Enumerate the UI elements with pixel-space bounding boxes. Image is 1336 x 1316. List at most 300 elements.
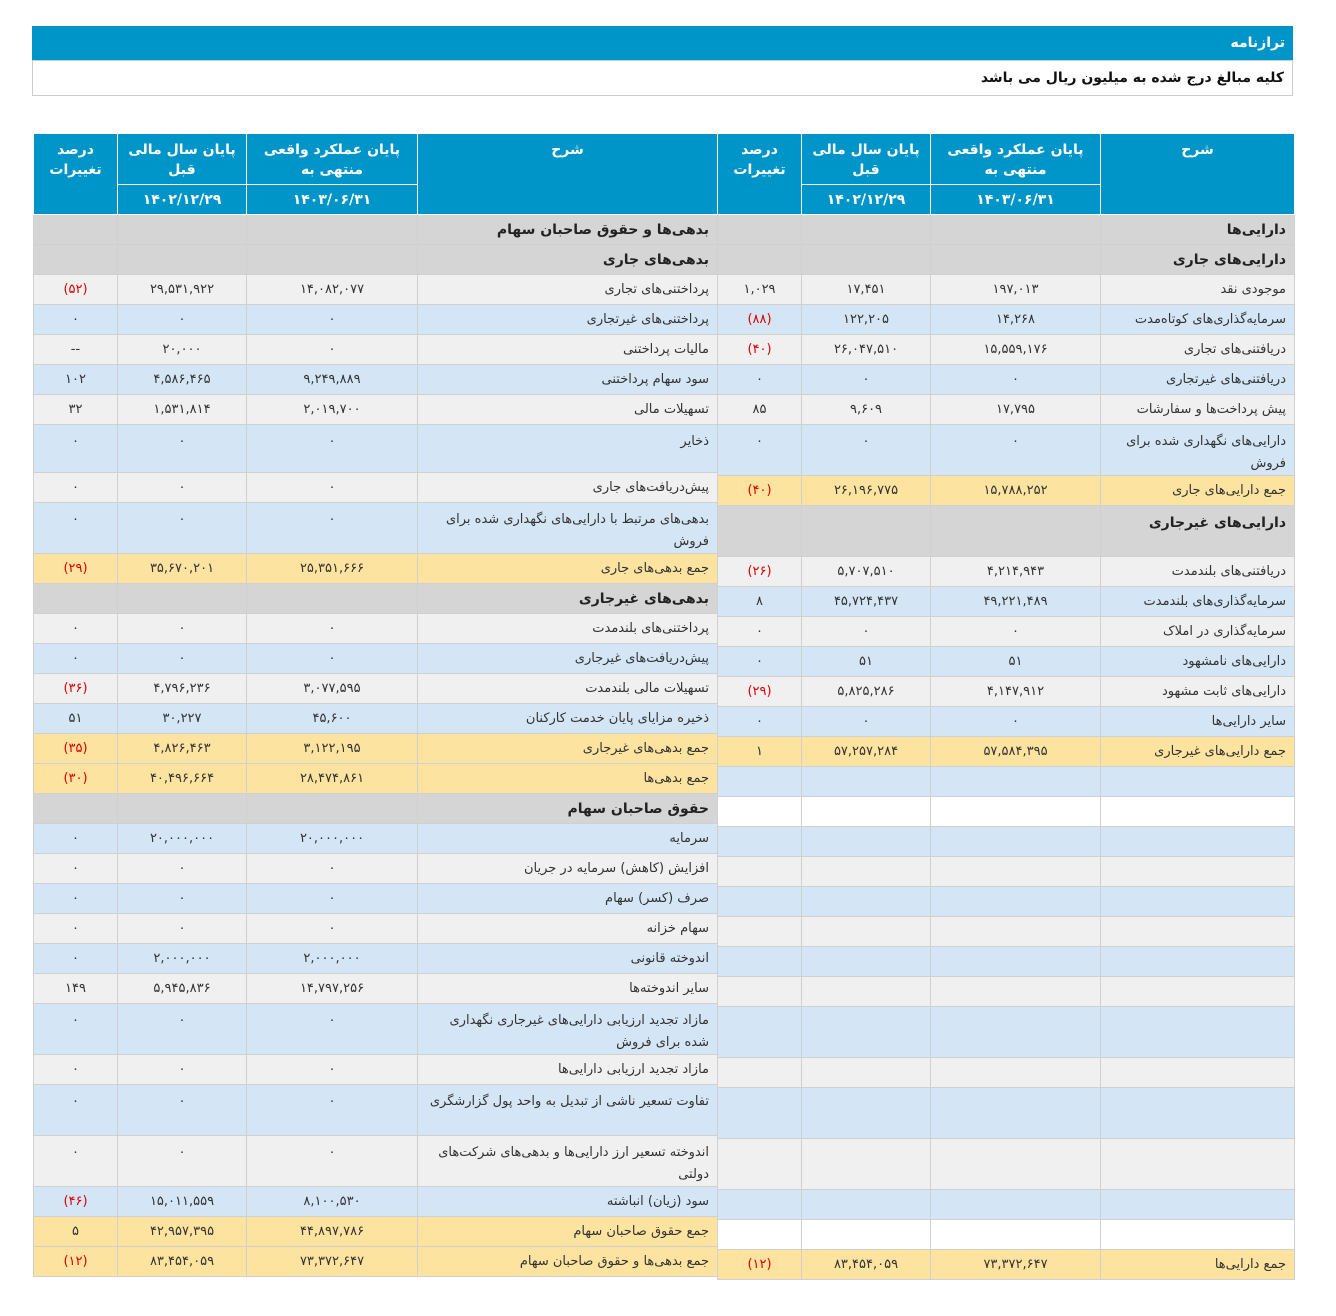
table-row (718, 767, 1295, 797)
actual-value (931, 917, 1101, 947)
actual-value: ۰ (247, 1004, 418, 1055)
actual-value (247, 794, 418, 824)
row-label: ذخایر (418, 425, 718, 473)
table-row (34, 305, 718, 335)
row-label (1101, 947, 1295, 977)
col-prior: پایان سال مالی قبل (802, 134, 931, 185)
actual-value: ۱۴,۰۸۲,۰۷۷ (247, 275, 418, 305)
table-row (718, 215, 1295, 245)
pct-change: ۰ (34, 1085, 118, 1136)
actual-value (931, 1088, 1101, 1139)
pct-change (718, 1220, 802, 1250)
row-label: پیش‌دریافت‌های غیرجاری (418, 644, 718, 674)
prior-value: ۳۰,۲۲۷ (118, 704, 247, 734)
row-label: دارایی‌های جاری (1101, 245, 1295, 275)
table-row (34, 395, 718, 425)
table-row (718, 395, 1295, 425)
table-row (718, 1220, 1295, 1250)
table-row (34, 1136, 718, 1187)
actual-value: ۰ (931, 617, 1101, 647)
pct-change: (۴۰) (718, 476, 802, 506)
pct-change (718, 1088, 802, 1139)
prior-value (118, 215, 247, 245)
table-row (34, 974, 718, 1004)
actual-value (931, 857, 1101, 887)
pct-change: ۸ (718, 587, 802, 617)
table-row (34, 365, 718, 395)
table-row (718, 1007, 1295, 1058)
row-label: دارایی‌ها (1101, 215, 1295, 245)
actual-value (247, 245, 418, 275)
pct-change: (۲۹) (718, 677, 802, 707)
prior-value: ۰ (118, 614, 247, 644)
table-row (34, 764, 718, 794)
prior-value: ۹,۶۰۹ (802, 395, 931, 425)
pct-change (718, 245, 802, 275)
prior-value (802, 827, 931, 857)
pct-change: (۲۹) (34, 554, 118, 584)
pct-change: ۱۰۲ (34, 365, 118, 395)
row-label: سرمایه‌گذاری‌های کوتاه‌مدت (1101, 305, 1295, 335)
prior-value: ۴,۸۲۶,۴۶۳ (118, 734, 247, 764)
row-label: موجودی نقد (1101, 275, 1295, 305)
pct-change (34, 584, 118, 614)
prior-value: ۱۲۲,۲۰۵ (802, 305, 931, 335)
prior-value (802, 1220, 931, 1250)
actual-value: ۲۰,۰۰۰,۰۰۰ (247, 824, 418, 854)
row-label: دارایی‌های نامشهود (1101, 647, 1295, 677)
row-label: دارایی‌های غیرجاری (1101, 506, 1295, 557)
actual-value (931, 245, 1101, 275)
table-row (34, 1085, 718, 1136)
row-label: جمع دارایی‌های غیرجاری (1101, 737, 1295, 767)
actual-value: ۰ (931, 707, 1101, 737)
actual-value (931, 947, 1101, 977)
actual-value (931, 827, 1101, 857)
table-row (34, 704, 718, 734)
row-label: جمع حقوق صاحبان سهام (418, 1217, 718, 1247)
row-label (1101, 1220, 1295, 1250)
prior-value: ۰ (118, 1055, 247, 1085)
row-label: پرداختنی‌های غیرتجاری (418, 305, 718, 335)
actual-value (931, 1007, 1101, 1058)
row-label: تسهیلات مالی بلندمدت (418, 674, 718, 704)
actual-value: ۳,۰۷۷,۵۹۵ (247, 674, 418, 704)
prior-value: ۰ (118, 305, 247, 335)
table-row (718, 617, 1295, 647)
actual-value (247, 215, 418, 245)
actual-value: ۳,۱۲۲,۱۹۵ (247, 734, 418, 764)
actual-value: ۰ (247, 854, 418, 884)
prior-value (802, 767, 931, 797)
pct-change: ۳۲ (34, 395, 118, 425)
table-row (34, 1004, 718, 1055)
table-row (34, 734, 718, 764)
page-title: ترازنامه (32, 26, 1293, 60)
pct-change: ۰ (34, 1055, 118, 1085)
pct-change: ۰ (34, 944, 118, 974)
table-row (34, 473, 718, 503)
row-label: اندوخته تسعیر ارز دارایی‌ها و بدهی‌های شرکت‌های دولتی (418, 1136, 718, 1187)
prior-value (802, 947, 931, 977)
pct-change: ۰ (34, 644, 118, 674)
row-label: سایر اندوخته‌ها (418, 974, 718, 1004)
prior-value: ۰ (802, 425, 931, 476)
pct-change: (۵۲) (34, 275, 118, 305)
row-label: جمع بدهی‌ها و حقوق صاحبان سهام (418, 1247, 718, 1277)
prior-value: ۰ (118, 1085, 247, 1136)
pct-change: ۰ (34, 473, 118, 503)
actual-value: ۰ (247, 335, 418, 365)
actual-value: ۰ (247, 503, 418, 554)
pct-change: (۲۶) (718, 557, 802, 587)
table-row (718, 365, 1295, 395)
pct-change: (۱۲) (718, 1250, 802, 1280)
pct-change: ۰ (718, 617, 802, 647)
pct-change (718, 767, 802, 797)
pct-change (718, 977, 802, 1007)
table-row (718, 305, 1295, 335)
table-row (34, 1055, 718, 1085)
actual-value (931, 767, 1101, 797)
row-label: تفاوت تسعیر ناشی از تبدیل به واحد پول گزارشگری (418, 1085, 718, 1136)
col-prior: پایان سال مالی قبل (118, 134, 247, 185)
row-label (1101, 887, 1295, 917)
actual-value: ۰ (931, 425, 1101, 476)
row-label: جمع بدهی‌ها (418, 764, 718, 794)
prior-value (118, 794, 247, 824)
table-row (34, 1247, 718, 1277)
prior-value: ۵,۸۲۵,۲۸۶ (802, 677, 931, 707)
pct-change: ۱ (718, 737, 802, 767)
pct-change: ۰ (34, 614, 118, 644)
pct-change: ۵ (34, 1217, 118, 1247)
table-row (34, 824, 718, 854)
col-actual-date: ۱۴۰۳/۰۶/۳۱ (247, 185, 418, 215)
prior-value: ۰ (118, 473, 247, 503)
prior-value (802, 917, 931, 947)
prior-value: ۵,۹۴۵,۸۳۶ (118, 974, 247, 1004)
pct-change (718, 827, 802, 857)
row-label (1101, 1088, 1295, 1139)
col-desc: شرح (418, 134, 718, 215)
row-label (1101, 917, 1295, 947)
row-label (1101, 1058, 1295, 1088)
prior-value: ۰ (118, 425, 247, 473)
pct-change: (۳۰) (34, 764, 118, 794)
pct-change: ۰ (34, 1136, 118, 1187)
actual-value: ۲۸,۴۷۴,۸۶۱ (247, 764, 418, 794)
row-label: جمع دارایی‌های جاری (1101, 476, 1295, 506)
row-label: افزایش (کاهش) سرمایه در جریان (418, 854, 718, 884)
row-label (1101, 1007, 1295, 1058)
actual-value: ۰ (247, 644, 418, 674)
actual-value: ۴۵,۶۰۰ (247, 704, 418, 734)
pct-change: ۰ (718, 647, 802, 677)
pct-change: ۰ (34, 1004, 118, 1055)
row-label (1101, 977, 1295, 1007)
actual-value (931, 977, 1101, 1007)
actual-value: ۵۷,۵۸۴,۳۹۵ (931, 737, 1101, 767)
col-actual-date: ۱۴۰۳/۰۶/۳۱ (931, 185, 1101, 215)
prior-value: ۵۱ (802, 647, 931, 677)
pct-change (718, 1190, 802, 1220)
prior-value: ۴,۷۹۶,۲۳۶ (118, 674, 247, 704)
actual-value: ۱۴,۲۶۸ (931, 305, 1101, 335)
prior-value (802, 1007, 931, 1058)
table-row (718, 707, 1295, 737)
row-label: مازاد تجدید ارزیابی دارایی‌های غیرجاری نگهداری شده برای فروش (418, 1004, 718, 1055)
prior-value: ۰ (118, 1004, 247, 1055)
row-label: تسهیلات مالی (418, 395, 718, 425)
prior-value: ۲۶,۱۹۶,۷۷۵ (802, 476, 931, 506)
row-label: حقوق صاحبان سهام (418, 794, 718, 824)
table-row (34, 425, 718, 473)
col-prior-date: ۱۴۰۲/۱۲/۲۹ (802, 185, 931, 215)
prior-value (802, 797, 931, 827)
prior-value: ۰ (118, 644, 247, 674)
table-row (34, 884, 718, 914)
row-label: دارایی‌های نگهداری شده برای فروش (1101, 425, 1295, 476)
table-row (718, 797, 1295, 827)
prior-value: ۲۹,۵۳۱,۹۲۲ (118, 275, 247, 305)
prior-value: ۱۵,۰۱۱,۵۵۹ (118, 1187, 247, 1217)
row-label: پیش پرداخت‌ها و سفارشات (1101, 395, 1295, 425)
row-label: پرداختنی‌های تجاری (418, 275, 718, 305)
actual-value: ۴۴,۸۹۷,۷۸۶ (247, 1217, 418, 1247)
actual-value: ۱۷,۷۹۵ (931, 395, 1101, 425)
pct-change: (۱۲) (34, 1247, 118, 1277)
table-row (718, 827, 1295, 857)
pct-change: ۸۵ (718, 395, 802, 425)
actual-value (931, 1220, 1101, 1250)
pct-change: (۳۵) (34, 734, 118, 764)
actual-value: ۷۳,۳۷۲,۶۴۷ (931, 1250, 1101, 1280)
actual-value: ۲,۰۱۹,۷۰۰ (247, 395, 418, 425)
col-actual: پایان عملکرد واقعی منتهی به (931, 134, 1101, 185)
pct-change: ۰ (34, 503, 118, 554)
prior-value: ۰ (118, 1136, 247, 1187)
actual-value: ۴۹,۲۲۱,۴۸۹ (931, 587, 1101, 617)
table-row (34, 215, 718, 245)
prior-value: ۴۲,۹۵۷,۳۹۵ (118, 1217, 247, 1247)
prior-value (802, 1190, 931, 1220)
prior-value (118, 584, 247, 614)
col-actual: پایان عملکرد واقعی منتهی به (247, 134, 418, 185)
pct-change: ۱۴۹ (34, 974, 118, 1004)
prior-value: ۲۰,۰۰۰,۰۰۰ (118, 824, 247, 854)
actual-value (931, 1190, 1101, 1220)
row-label: بدهی‌ها و حقوق صاحبان سهام (418, 215, 718, 245)
prior-value: ۰ (118, 503, 247, 554)
prior-value (802, 857, 931, 887)
prior-value: ۲۰,۰۰۰ (118, 335, 247, 365)
table-row (718, 887, 1295, 917)
table-row (718, 1190, 1295, 1220)
actual-value (247, 584, 418, 614)
prior-value (802, 506, 931, 557)
actual-value: ۱۴,۷۹۷,۲۵۶ (247, 974, 418, 1004)
actual-value: ۸,۱۰۰,۵۳۰ (247, 1187, 418, 1217)
table-row (718, 335, 1295, 365)
actual-value: ۷۳,۳۷۲,۶۴۷ (247, 1247, 418, 1277)
table-row (34, 794, 718, 824)
row-label: دریافتنی‌های غیرتجاری (1101, 365, 1295, 395)
table-row (34, 1217, 718, 1247)
actual-value: ۰ (931, 365, 1101, 395)
table-row (718, 275, 1295, 305)
table-row (718, 947, 1295, 977)
actual-value: ۴,۲۱۴,۹۴۳ (931, 557, 1101, 587)
pct-change (718, 1058, 802, 1088)
row-label: پرداختنی‌های بلندمدت (418, 614, 718, 644)
row-label: ذخیره مزایای پایان خدمت کارکنان (418, 704, 718, 734)
actual-value (931, 1139, 1101, 1190)
table-row (34, 914, 718, 944)
prior-value: ۵۷,۲۵۷,۲۸۴ (802, 737, 931, 767)
table-row (34, 554, 718, 584)
table-row (718, 1139, 1295, 1190)
actual-value: ۰ (247, 1055, 418, 1085)
table-row (718, 737, 1295, 767)
table-row (718, 1250, 1295, 1280)
prior-value: ۲,۰۰۰,۰۰۰ (118, 944, 247, 974)
row-label: اندوخته قانونی (418, 944, 718, 974)
pct-change (718, 506, 802, 557)
row-label: سود (زیان) انباشته (418, 1187, 718, 1217)
table-row (718, 476, 1295, 506)
pct-change (718, 947, 802, 977)
actual-value: ۰ (247, 914, 418, 944)
table-row (34, 614, 718, 644)
prior-value (802, 1088, 931, 1139)
pct-change: ۰ (34, 824, 118, 854)
table-row (34, 644, 718, 674)
prior-value (802, 1139, 931, 1190)
prior-value (802, 1058, 931, 1088)
actual-value: ۱۹۷,۰۱۳ (931, 275, 1101, 305)
pct-change (718, 887, 802, 917)
prior-value: ۰ (118, 884, 247, 914)
row-label: صرف (کسر) سهام (418, 884, 718, 914)
actual-value: ۲۵,۳۵۱,۶۶۶ (247, 554, 418, 584)
prior-value: ۱۷,۴۵۱ (802, 275, 931, 305)
actual-value (931, 887, 1101, 917)
prior-value: ۲۶,۰۴۷,۵۱۰ (802, 335, 931, 365)
table-row (718, 506, 1295, 557)
row-label: سهام خزانه (418, 914, 718, 944)
row-label: بدهی‌های جاری (418, 245, 718, 275)
table-row (34, 503, 718, 554)
pct-change: ۰ (34, 914, 118, 944)
pct-change (718, 797, 802, 827)
row-label (1101, 797, 1295, 827)
table-row (718, 1088, 1295, 1139)
pct-change (718, 857, 802, 887)
prior-value (802, 887, 931, 917)
row-label (1101, 767, 1295, 797)
actual-value (931, 1058, 1101, 1088)
row-label: سایر دارایی‌ها (1101, 707, 1295, 737)
row-label: سرمایه‌گذاری‌های بلندمدت (1101, 587, 1295, 617)
row-label: سرمایه‌گذاری در املاک (1101, 617, 1295, 647)
row-label (1101, 1190, 1295, 1220)
pct-change (718, 917, 802, 947)
row-label: سرمایه (418, 824, 718, 854)
assets-table (717, 133, 1295, 1280)
prior-value: ۰ (118, 914, 247, 944)
actual-value: ۹,۲۴۹,۸۸۹ (247, 365, 418, 395)
row-label: بدهی‌های مرتبط با دارایی‌های نگهداری شده برای فروش (418, 503, 718, 554)
table-row (718, 857, 1295, 887)
actual-value: ۰ (247, 473, 418, 503)
table-row (34, 245, 718, 275)
table-row (34, 1187, 718, 1217)
pct-change (34, 794, 118, 824)
row-label: مالیات پرداختنی (418, 335, 718, 365)
table-row (718, 587, 1295, 617)
row-label: مازاد تجدید ارزیابی دارایی‌ها (418, 1055, 718, 1085)
actual-value (931, 215, 1101, 245)
pct-change: ۰ (718, 365, 802, 395)
pct-change: ۰ (34, 884, 118, 914)
table-row (718, 425, 1295, 476)
prior-value: ۰ (802, 365, 931, 395)
pct-change: ۰ (34, 854, 118, 884)
pct-change: (۳۶) (34, 674, 118, 704)
table-row (718, 557, 1295, 587)
actual-value (931, 797, 1101, 827)
units-note: کلیه مبالغ درج شده به میلیون ریال می باشد (32, 60, 1293, 96)
row-label (1101, 857, 1295, 887)
row-label: سود سهام پرداختنی (418, 365, 718, 395)
pct-change (34, 245, 118, 275)
prior-value: ۵,۷۰۷,۵۱۰ (802, 557, 931, 587)
row-label (1101, 1139, 1295, 1190)
row-label: پیش‌دریافت‌های جاری (418, 473, 718, 503)
table-row (34, 944, 718, 974)
prior-value: ۴,۵۸۶,۴۶۵ (118, 365, 247, 395)
row-label: دریافتنی‌های تجاری (1101, 335, 1295, 365)
prior-value (118, 245, 247, 275)
row-label: دریافتنی‌های بلندمدت (1101, 557, 1295, 587)
prior-value: ۸۳,۴۵۴,۰۵۹ (802, 1250, 931, 1280)
col-desc: شرح (1101, 134, 1295, 215)
liabilities-table (33, 133, 718, 1277)
table-row (34, 674, 718, 704)
col-prior-date: ۱۴۰۲/۱۲/۲۹ (118, 185, 247, 215)
prior-value (802, 215, 931, 245)
table-row (34, 335, 718, 365)
col-pct: درصد تغییرات (718, 134, 802, 215)
prior-value (802, 977, 931, 1007)
actual-value: ۰ (247, 614, 418, 644)
pct-change: -- (34, 335, 118, 365)
actual-value: ۱۵,۵۵۹,۱۷۶ (931, 335, 1101, 365)
prior-value: ۴۰,۴۹۶,۶۶۴ (118, 764, 247, 794)
prior-value: ۸۳,۴۵۴,۰۵۹ (118, 1247, 247, 1277)
actual-value: ۴,۱۴۷,۹۱۲ (931, 677, 1101, 707)
actual-value (931, 506, 1101, 557)
col-pct: درصد تغییرات (34, 134, 118, 215)
table-row (718, 245, 1295, 275)
prior-value: ۳۵,۶۷۰,۲۰۱ (118, 554, 247, 584)
actual-value: ۵۱ (931, 647, 1101, 677)
pct-change: (۴۶) (34, 1187, 118, 1217)
pct-change: ۱,۰۲۹ (718, 275, 802, 305)
actual-value: ۰ (247, 425, 418, 473)
table-row (718, 647, 1295, 677)
